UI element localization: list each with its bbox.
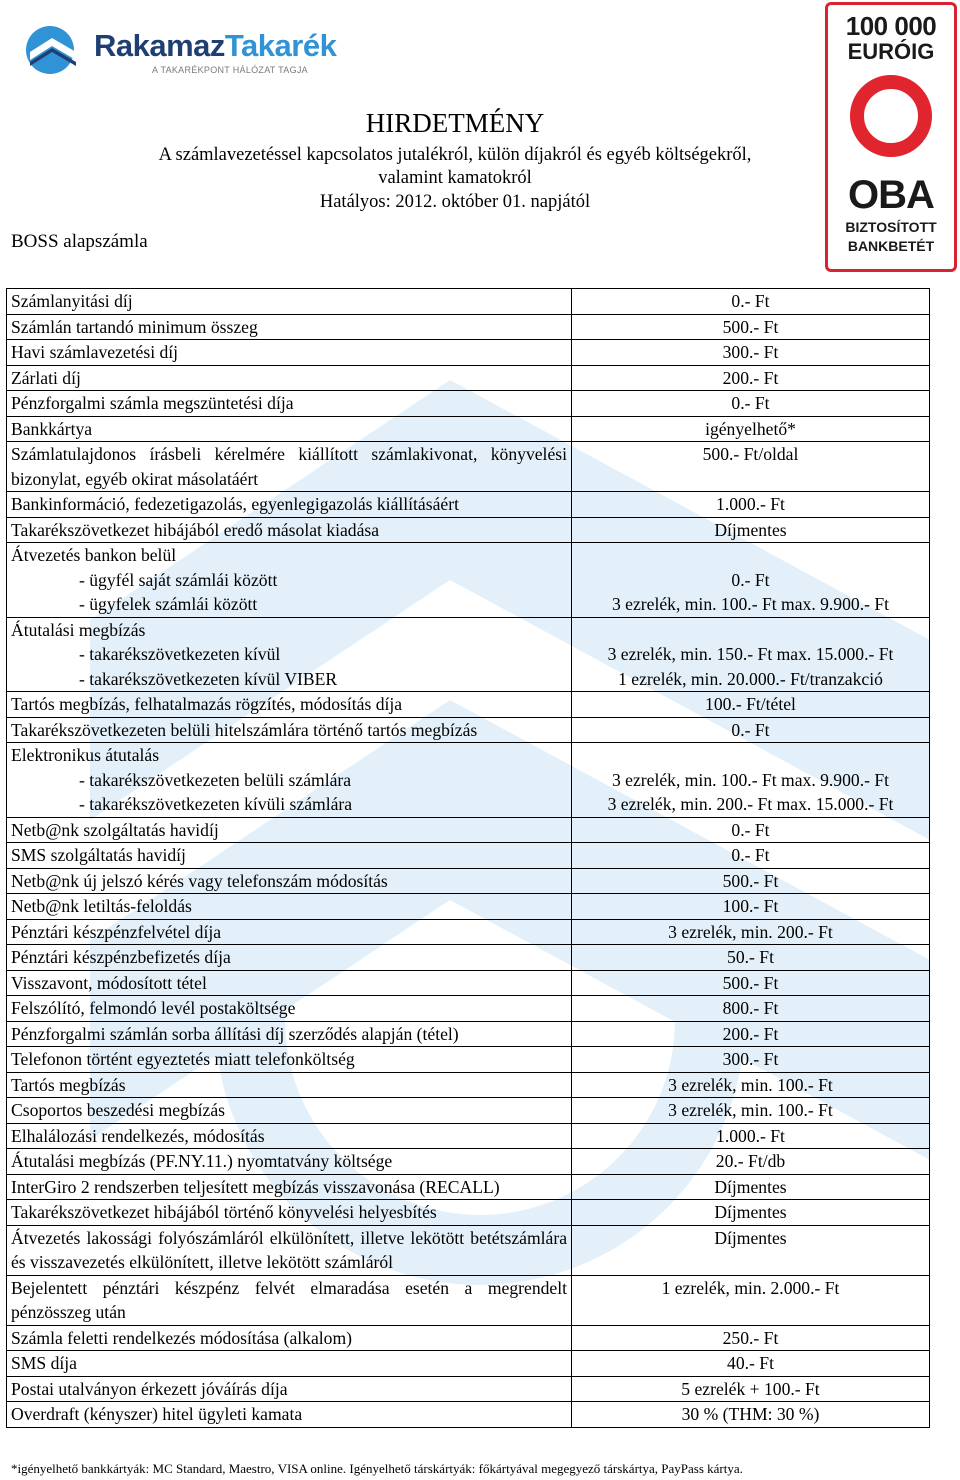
fee-item-value bbox=[572, 517, 930, 543]
fee-item-label bbox=[7, 1072, 572, 1098]
fee-row bbox=[7, 543, 930, 618]
fee-row bbox=[7, 1376, 930, 1402]
fee-label-line: Zárlati díj bbox=[11, 367, 81, 388]
fee-label-line: Pénzforgalmi számla megszüntetési díja bbox=[11, 393, 294, 413]
fee-label-line: Tartós megbízás, felhatalmazás rögzítés, módosítás díja bbox=[11, 694, 403, 714]
fee-item-value bbox=[572, 717, 930, 743]
fee-label-line: Pénzforgalmi számlán sorba állítási díj szerződés alapján (tétel) bbox=[11, 1023, 459, 1044]
fee-label-line: Bankkártya bbox=[11, 418, 93, 439]
fee-label-line: Számlatulajdonos írásbeli kérelmére kiállított számlakivonat, könyvelési bizonylat, egyéb okirat másolatáért bbox=[11, 444, 567, 489]
fee-value-line: Díjmentes bbox=[714, 1202, 787, 1222]
fee-item-value bbox=[572, 1325, 930, 1351]
fee-label-line: Elhalálozási rendelkezés, módosítás bbox=[11, 1125, 265, 1146]
fee-item-label bbox=[7, 817, 572, 843]
fee-label-line: Postai utalványon érkezett jóváírás díja bbox=[11, 1378, 288, 1399]
fee-item-value bbox=[572, 1021, 930, 1047]
fee-value-line bbox=[576, 543, 925, 568]
fee-label-line: - takarékszövetkezeten kívül bbox=[79, 644, 281, 664]
fee-value-line: Díjmentes bbox=[714, 519, 787, 540]
fee-row bbox=[7, 945, 930, 971]
fee-row bbox=[7, 314, 930, 340]
logo-brand-name: RakamazTakarék bbox=[94, 28, 337, 63]
fee-item-label bbox=[7, 919, 572, 945]
fee-label-line: - ügyfelek számlái között bbox=[79, 594, 258, 614]
fee-item-label bbox=[7, 543, 572, 618]
fee-item-label bbox=[7, 1174, 572, 1200]
fee-item-value bbox=[572, 817, 930, 843]
fee-row bbox=[7, 717, 930, 743]
fee-label-line: - takarékszövetkezeten belüli számlára bbox=[79, 769, 352, 790]
fee-label-line: - takarékszövetkezeten kívüli számlára bbox=[79, 794, 353, 814]
oba-line-deposit: BANKBETÉT bbox=[847, 238, 935, 254]
fee-label-line: Átvezetés lakossági folyószámláról elkülönített, illetve lekötött betétszámlára és visszavezetés elkülönített, illetve lekötött számláról bbox=[11, 1227, 567, 1272]
fee-value-line: 20.- Ft/db bbox=[715, 1151, 786, 1171]
fee-value-line: 200.- Ft bbox=[722, 1023, 779, 1044]
fee-item-value bbox=[572, 970, 930, 996]
fee-row bbox=[7, 416, 930, 442]
fee-row bbox=[7, 1047, 930, 1073]
fee-label-line: Takarékszövetkezet hibájából eredő másolat kiadása bbox=[11, 519, 380, 540]
fee-value-line: 50.- Ft bbox=[727, 947, 774, 967]
fee-label-line: Csoportos beszedési megbízás bbox=[11, 1100, 226, 1120]
fee-row bbox=[7, 1123, 930, 1149]
fee-row bbox=[7, 894, 930, 920]
fee-item-value bbox=[572, 1351, 930, 1377]
fee-item-label bbox=[7, 970, 572, 996]
fee-row bbox=[7, 340, 930, 366]
fee-item-value bbox=[572, 1275, 930, 1325]
fee-item-value bbox=[572, 692, 930, 718]
fee-item-value bbox=[572, 1072, 930, 1098]
fee-row bbox=[7, 843, 930, 869]
rakamaz-takarek-logo bbox=[22, 22, 337, 82]
fee-value-line: 3 ezrelék, min. 200.- Ft bbox=[668, 921, 833, 942]
fee-item-value bbox=[572, 1047, 930, 1073]
fee-item-value bbox=[572, 945, 930, 971]
fee-label-line: Visszavont, módosított tétel bbox=[11, 972, 207, 993]
fee-label-line: Tartós megbízás bbox=[11, 1074, 126, 1095]
fee-item-label bbox=[7, 717, 572, 743]
fee-label-line: Számla feletti rendelkezés módosítása (alkalom) bbox=[11, 1327, 352, 1348]
fee-item-value bbox=[572, 1174, 930, 1200]
fee-label-line: Felszólító, felmondó levél postaköltsége bbox=[11, 998, 296, 1018]
fee-value-line: Díjmentes bbox=[714, 1227, 787, 1248]
account-name: BOSS alapszámla bbox=[11, 231, 148, 252]
fee-label-line: Számlanyitási díj bbox=[11, 291, 133, 311]
oba-line-currency: EURÓIG bbox=[847, 39, 935, 64]
fee-value-line: 3 ezrelék, min. 150.- Ft max. 15.000.- Ft bbox=[607, 644, 894, 664]
fee-item-label bbox=[7, 894, 572, 920]
fee-value-line: 0.- Ft bbox=[731, 291, 770, 311]
fee-value-line: 0.- Ft bbox=[731, 819, 770, 840]
fee-label-line: SMS szolgáltatás havidíj bbox=[11, 845, 186, 865]
fee-row bbox=[7, 1200, 930, 1226]
fee-item-value bbox=[572, 919, 930, 945]
fee-item-value bbox=[572, 1376, 930, 1402]
fee-item-value bbox=[572, 996, 930, 1022]
fee-label-line: Havi számlavezetési díj bbox=[11, 342, 179, 362]
fee-row bbox=[7, 1174, 930, 1200]
fee-item-value bbox=[572, 894, 930, 920]
fee-row bbox=[7, 692, 930, 718]
fee-item-label bbox=[7, 391, 572, 417]
fee-value-line: 500.- Ft bbox=[722, 316, 779, 337]
fee-label-line: Telefonon történt egyeztetés miatt telefonköltség bbox=[11, 1049, 355, 1069]
fee-item-value bbox=[572, 314, 930, 340]
fee-value-line: 0.- Ft bbox=[731, 569, 770, 590]
fee-row bbox=[7, 1275, 930, 1325]
fee-value-line: 250.- Ft bbox=[722, 1327, 779, 1348]
fee-row bbox=[7, 442, 930, 492]
fee-label-line: SMS díja bbox=[11, 1353, 77, 1373]
fee-value-line: 100.- Ft/tétel bbox=[705, 694, 796, 714]
fee-item-label bbox=[7, 843, 572, 869]
fee-label-line: Bejelentett pénztári készpénz felvét elmaradása esetén a megrendelt pénzösszeg után bbox=[11, 1277, 567, 1322]
fee-value-line: 3 ezrelék, min. 100.- Ft bbox=[668, 1100, 833, 1120]
fee-value-line bbox=[576, 743, 925, 768]
fee-value-line: 1.000.- Ft bbox=[716, 494, 785, 514]
fee-item-label bbox=[7, 492, 572, 518]
fee-row bbox=[7, 996, 930, 1022]
fee-item-label bbox=[7, 416, 572, 442]
fee-item-value bbox=[572, 1149, 930, 1175]
fee-item-value bbox=[572, 1098, 930, 1124]
effective-date: Hatályos: 2012. október 01. napjától bbox=[319, 192, 591, 212]
fee-value-line: 1 ezrelék, min. 20.000.- Ft/tranzakció bbox=[618, 668, 883, 689]
fee-item-label bbox=[7, 1123, 572, 1149]
fee-item-label bbox=[7, 289, 572, 315]
fee-item-value bbox=[572, 416, 930, 442]
oba-line-name: OBA bbox=[848, 173, 934, 217]
fee-label-line: Átutalási megbízás (PF.NY.11.) nyomtatvány költsége bbox=[11, 1151, 393, 1171]
fee-value-line: 0.- Ft bbox=[731, 719, 770, 740]
fee-item-value bbox=[572, 442, 930, 492]
fee-label-line: Pénztári készpénzfelvétel díja bbox=[11, 921, 222, 942]
fee-label-line: Pénztári készpénzbefizetés díja bbox=[11, 947, 231, 967]
fee-item-value bbox=[572, 543, 930, 618]
fee-row bbox=[7, 1225, 930, 1275]
fee-row bbox=[7, 919, 930, 945]
fee-value-line: igényelhető* bbox=[705, 418, 796, 439]
fee-item-value bbox=[572, 340, 930, 366]
fee-label-line: Takarékszövetkezeten belüli hitelszámlára történő tartós megbízás bbox=[11, 719, 478, 740]
fee-label-line: - ügyfél saját számlái között bbox=[79, 569, 278, 590]
fee-label-line: Átutalási megbízás bbox=[11, 619, 146, 640]
fee-item-label bbox=[7, 1149, 572, 1175]
fee-value-line: 800.- Ft bbox=[722, 998, 779, 1018]
fee-table bbox=[6, 288, 930, 1428]
fee-item-value bbox=[572, 391, 930, 417]
fee-item-label bbox=[7, 1275, 572, 1325]
fee-item-label bbox=[7, 314, 572, 340]
oba-line-amount: 100 000 bbox=[845, 11, 937, 41]
fee-item-value bbox=[572, 365, 930, 391]
fee-item-label bbox=[7, 1225, 572, 1275]
fee-item-label bbox=[7, 1351, 572, 1377]
fee-row bbox=[7, 868, 930, 894]
fee-row bbox=[7, 517, 930, 543]
fee-value-line: Díjmentes bbox=[714, 1176, 787, 1197]
oba-line-insured: BIZTOSÍTOTT bbox=[845, 219, 937, 235]
fee-item-label bbox=[7, 692, 572, 718]
fee-value-line: 5 ezrelék + 100.- Ft bbox=[681, 1378, 820, 1399]
fee-value-line: 30 % (THM: 30 %) bbox=[681, 1404, 820, 1424]
fee-row bbox=[7, 1149, 930, 1175]
document-subtitle-line2: valamint kamatokról bbox=[378, 168, 532, 188]
fee-item-label bbox=[7, 442, 572, 492]
fee-value-line: 1.000.- Ft bbox=[716, 1125, 785, 1146]
fee-item-label bbox=[7, 1021, 572, 1047]
fee-value-line bbox=[576, 618, 925, 643]
document-title: HIRDETMÉNY bbox=[365, 108, 545, 138]
fee-item-value bbox=[572, 492, 930, 518]
fee-item-label bbox=[7, 1047, 572, 1073]
fee-row bbox=[7, 1325, 930, 1351]
fee-value-line: 40.- Ft bbox=[727, 1353, 774, 1373]
fee-row bbox=[7, 365, 930, 391]
fee-item-value bbox=[572, 1402, 930, 1428]
fee-label-line: Elektronikus átutalás bbox=[11, 745, 160, 765]
fee-row bbox=[7, 1402, 930, 1428]
fee-label-line: Takarékszövetkezet hibájából történő könyvelési helyesbítés bbox=[11, 1202, 437, 1222]
fee-value-line: 200.- Ft bbox=[722, 367, 779, 388]
fee-row bbox=[7, 391, 930, 417]
fee-label-line: Netb@nk letiltás-feloldás bbox=[11, 896, 192, 916]
fee-item-value bbox=[572, 743, 930, 818]
fee-label-line: Átvezetés bankon belül bbox=[11, 545, 177, 565]
fee-row bbox=[7, 1351, 930, 1377]
fee-value-line: 0.- Ft bbox=[731, 845, 770, 865]
fee-item-value bbox=[572, 289, 930, 315]
fee-row bbox=[7, 617, 930, 692]
fee-item-value bbox=[572, 1225, 930, 1275]
fee-item-label bbox=[7, 996, 572, 1022]
fee-row bbox=[7, 970, 930, 996]
fee-value-line: 3 ezrelék, min. 100.- Ft max. 9.900.- Ft bbox=[611, 769, 890, 790]
fee-item-label bbox=[7, 617, 572, 692]
fee-value-line: 100.- Ft bbox=[722, 896, 779, 916]
fee-row bbox=[7, 1072, 930, 1098]
fee-value-line: 1 ezrelék, min. 2.000.- Ft bbox=[661, 1277, 840, 1298]
fee-table-body bbox=[7, 289, 930, 1428]
fee-label-line: Netb@nk szolgáltatás havidíj bbox=[11, 819, 219, 840]
fee-row bbox=[7, 289, 930, 315]
fee-value-line: 3 ezrelék, min. 100.- Ft bbox=[668, 1074, 833, 1095]
fee-item-label bbox=[7, 517, 572, 543]
fee-label-line: Számlán tartandó minimum összeg bbox=[11, 316, 258, 337]
fee-value-line: 3 ezrelék, min. 100.- Ft max. 9.900.- Ft bbox=[611, 594, 890, 614]
fee-item-label bbox=[7, 743, 572, 818]
fee-row bbox=[7, 817, 930, 843]
fee-row bbox=[7, 492, 930, 518]
fee-value-line: 300.- Ft bbox=[722, 342, 779, 362]
fee-value-line: 3 ezrelék, min. 200.- Ft max. 15.000.- Ft bbox=[607, 794, 894, 814]
fee-item-label bbox=[7, 1200, 572, 1226]
fee-item-label bbox=[7, 1098, 572, 1124]
fee-label-line: InterGiro 2 rendszerben teljesített megbízás visszavonása (RECALL) bbox=[11, 1176, 500, 1197]
fee-item-label bbox=[7, 868, 572, 894]
logo-tagline: A TAKARÉKPONT HÁLÓZAT TAGJA bbox=[152, 65, 308, 75]
fee-value-line: 0.- Ft bbox=[731, 393, 770, 413]
fee-item-label bbox=[7, 1325, 572, 1351]
document-subtitle-line1: A számlavezetéssel kapcsolatos jutalékról, külön díjakról és egyéb költségekről, bbox=[158, 145, 752, 165]
fee-value-line: 500.- Ft bbox=[722, 972, 779, 993]
fee-value-line: 500.- Ft bbox=[722, 870, 779, 891]
fee-item-label bbox=[7, 945, 572, 971]
fee-item-label bbox=[7, 1376, 572, 1402]
fee-row bbox=[7, 1021, 930, 1047]
fee-row bbox=[7, 1098, 930, 1124]
fee-label-line: Netb@nk új jelszó kérés vagy telefonszám módosítás bbox=[11, 870, 388, 891]
fee-value-line: 500.- Ft/oldal bbox=[702, 444, 799, 464]
fee-value-line: 300.- Ft bbox=[722, 1049, 779, 1069]
fee-label-line: Bankinformáció, fedezetigazolás, egyenlegigazolás kiállításáért bbox=[11, 494, 459, 514]
fee-item-label bbox=[7, 340, 572, 366]
logo-mark-icon bbox=[22, 22, 86, 78]
fee-item-value bbox=[572, 617, 930, 692]
fee-item-value bbox=[572, 1200, 930, 1226]
fee-item-value bbox=[572, 843, 930, 869]
footnote: *igényelhető bankkártyák: MC Standard, Maestro, VISA online. Igényelhető társkártyák: főkártyával megegyező társkártya, PayPass kártya. bbox=[11, 1461, 743, 1476]
fee-item-label bbox=[7, 1402, 572, 1428]
fee-row bbox=[7, 743, 930, 818]
fee-item-value bbox=[572, 1123, 930, 1149]
fee-label-line: Overdraft (kényszer) hitel ügyleti kamata bbox=[11, 1404, 303, 1424]
fee-item-value bbox=[572, 868, 930, 894]
fee-item-label bbox=[7, 365, 572, 391]
fee-label-line: - takarékszövetkezeten kívül VIBER bbox=[79, 668, 338, 689]
